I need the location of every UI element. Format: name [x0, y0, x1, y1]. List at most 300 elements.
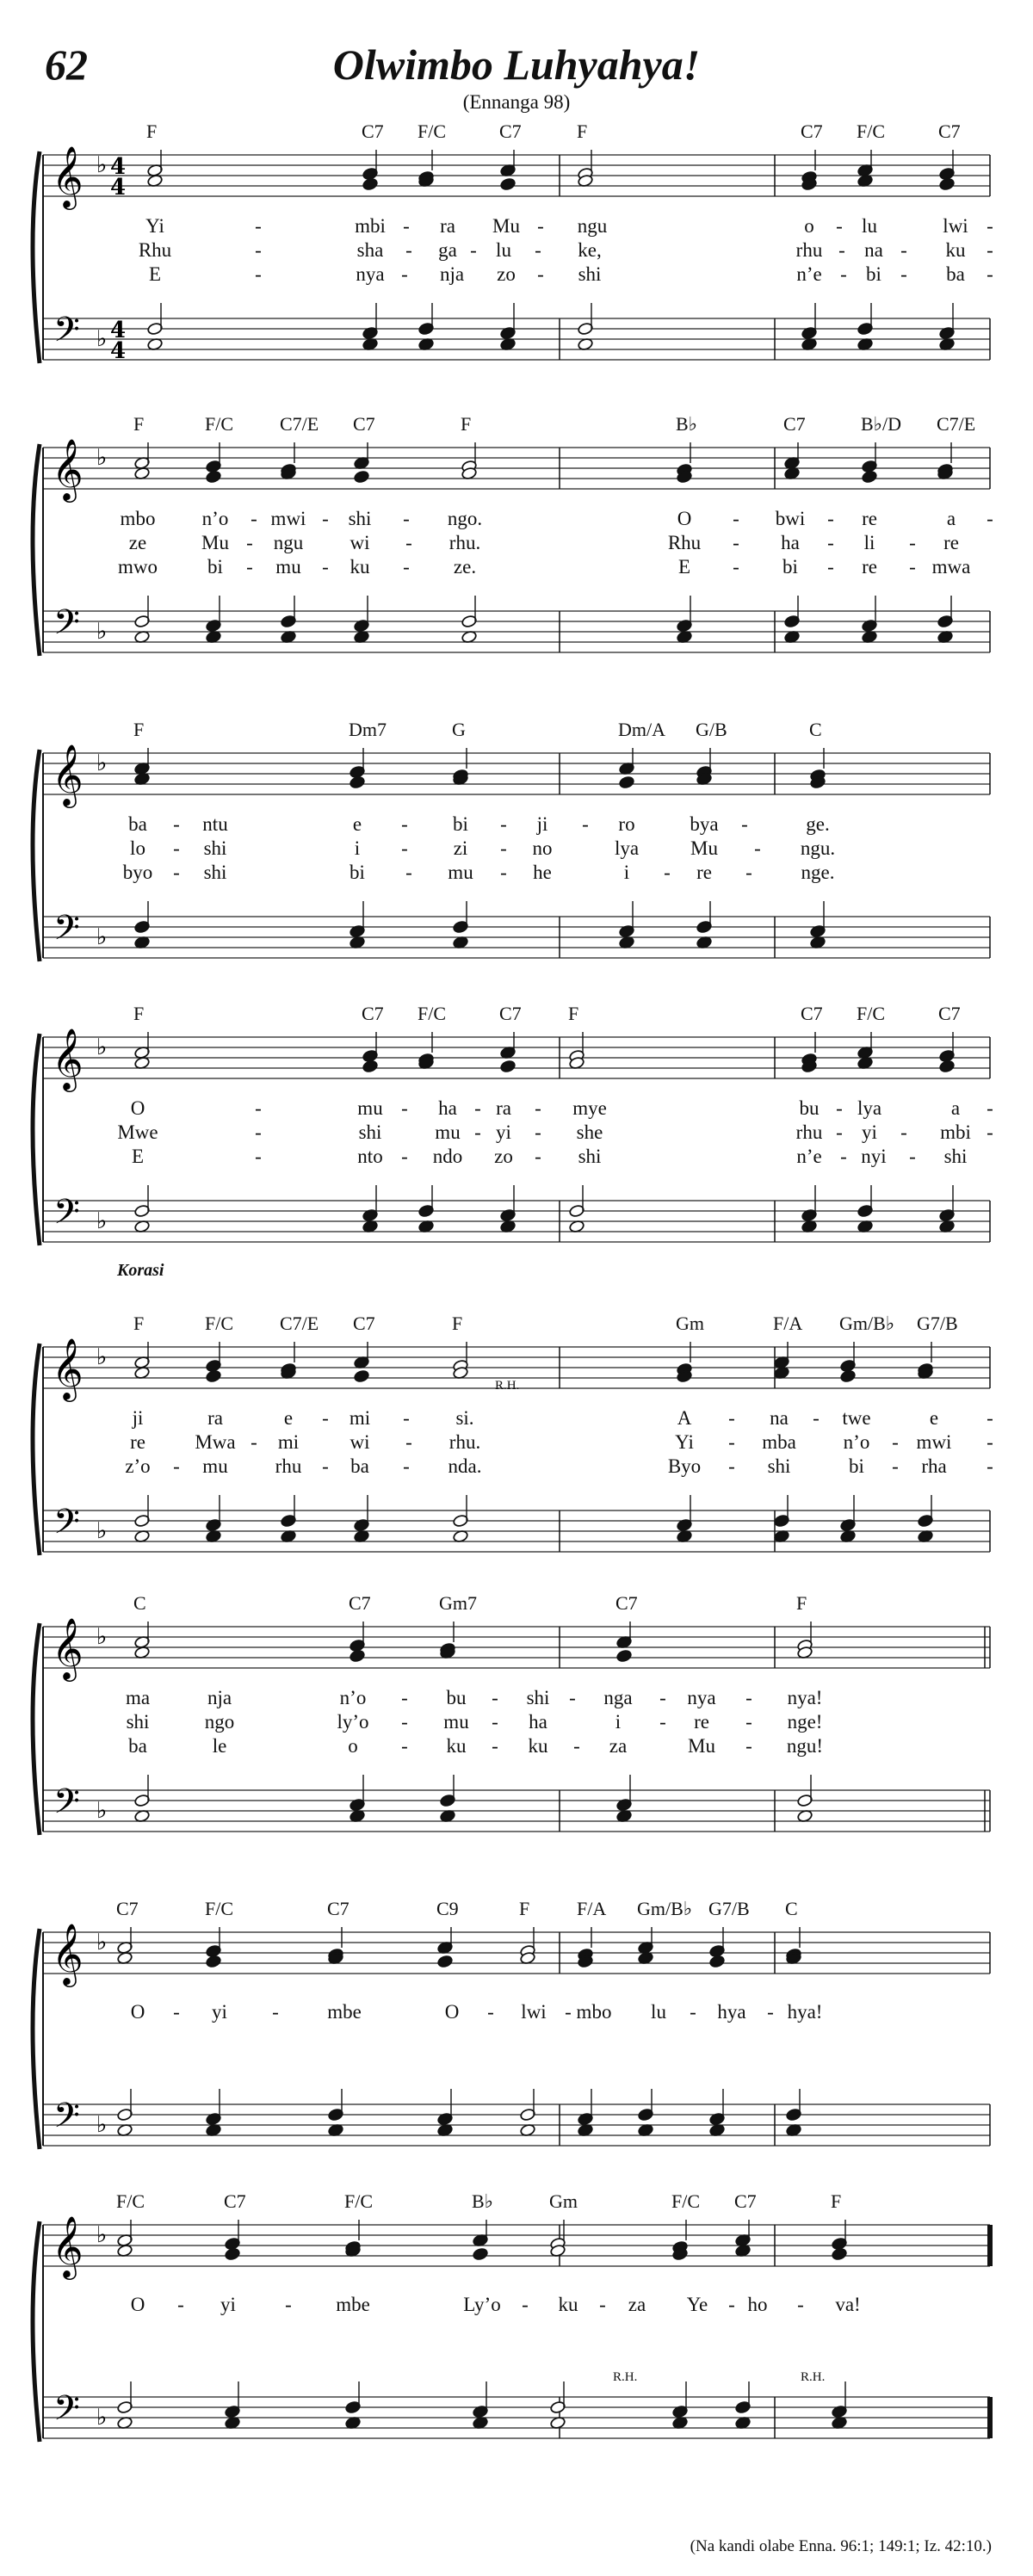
chord-symbol: C [133, 1592, 146, 1614]
lyric-syllable: - [813, 1407, 820, 1429]
lyric-syllable: - [255, 263, 262, 285]
svg-text:♭: ♭ [96, 2222, 108, 2248]
lyric-syllable: - [173, 1455, 180, 1477]
lyric-syllable: - [836, 1097, 843, 1119]
lyric-syllable: no [532, 837, 553, 859]
chord-symbol: C7 [499, 1003, 522, 1024]
lyric-syllable: - [535, 1146, 541, 1167]
lyric-syllable: - [405, 239, 412, 261]
lyric-syllable: yi [212, 2001, 227, 2023]
lyric-syllable: nja [207, 1687, 232, 1708]
chord-symbol: F [461, 413, 472, 435]
lyric-syllable: sha [356, 239, 384, 261]
lyric-syllable: ra [207, 1407, 223, 1429]
lyric-syllable: - [827, 508, 834, 529]
chord-symbol: C7 [362, 120, 384, 142]
lyric-syllable: ze. [453, 556, 477, 578]
lyric-syllable: - [535, 1121, 541, 1143]
chord-symbol: C7 [353, 1313, 375, 1334]
lyric-syllable: - [500, 813, 507, 835]
lyric-syllable: shi [526, 1687, 550, 1708]
lyric-syllable: mbi [940, 1121, 971, 1143]
lyric-syllable: ge. [806, 813, 830, 835]
chord-symbol: F/C [418, 120, 447, 142]
lyric-syllable: - [405, 1431, 412, 1453]
chord-symbol: C7 [349, 1592, 371, 1614]
lyric-syllable: ji [536, 813, 548, 835]
lyric-syllable: - [659, 1687, 666, 1708]
chord-symbol: F/C [857, 1003, 886, 1024]
lyric-syllable: mu [448, 862, 473, 883]
chord-symbol: C7 [615, 1592, 638, 1614]
lyric-syllable: - [246, 532, 253, 553]
lyric-syllable: - [492, 1687, 498, 1708]
lyric-syllable: - [745, 1711, 752, 1733]
lyric-syllable: - [892, 1431, 899, 1453]
chord-symbol: C7 [938, 120, 961, 142]
lyric-syllable: wi [349, 532, 370, 553]
lyric-verse-2 [0, 837, 1033, 862]
lyric-syllable: re [862, 508, 877, 529]
lyric-verse-1 [0, 508, 1033, 532]
lyric-syllable: - [741, 813, 748, 835]
svg-text:𝄞: 𝄞 [52, 1922, 84, 1985]
lyric-syllable: na [770, 1407, 789, 1429]
lyric-syllable: ndo [432, 1146, 463, 1167]
svg-text:♭: ♭ [96, 1518, 108, 1544]
chord-symbol: F [831, 2190, 842, 2212]
svg-text:♭: ♭ [96, 326, 108, 352]
lyric-syllable: ze [128, 532, 147, 553]
lyric-syllable: n’o [339, 1687, 367, 1708]
lyric-syllable: - [900, 239, 907, 261]
lyric-syllable: - [987, 239, 993, 261]
lyric-syllable: - [827, 532, 834, 553]
lyric-syllable: - [909, 556, 916, 578]
lyric-syllable: - [900, 1121, 907, 1143]
lyric-verse-1 [0, 2001, 1033, 2025]
lyric-syllable: e [283, 1407, 294, 1429]
lyric-syllable: ba [946, 263, 965, 285]
chord-symbol: Gm [676, 1313, 704, 1334]
lyric-syllable: - [401, 1097, 408, 1119]
lyric-syllable: - [255, 1146, 262, 1167]
svg-text:♭: ♭ [96, 1344, 108, 1370]
lyric-syllable: bi [866, 263, 881, 285]
chord-symbol: F [796, 1592, 807, 1614]
svg-text:𝄢: 𝄢 [53, 1782, 80, 1830]
lyric-syllable: shi [203, 837, 227, 859]
music-system [0, 120, 1033, 405]
lyric-syllable: - [909, 1146, 916, 1167]
lyric-syllable: ji [132, 1407, 144, 1429]
music-system [0, 2190, 1033, 2474]
svg-text:𝄢: 𝄢 [53, 1502, 80, 1550]
svg-text:4: 4 [110, 154, 127, 180]
lyric-syllable: Mu [201, 532, 229, 553]
lyric-syllable: byo [122, 862, 153, 883]
lyric-syllable: - [403, 1455, 410, 1477]
svg-text:♭: ♭ [96, 619, 108, 645]
lyric-syllable: - [987, 1407, 993, 1429]
lyric-syllable: - [403, 1407, 410, 1429]
lyric-syllable: nya! [787, 1687, 823, 1708]
lyric-syllable: Mu [688, 1735, 715, 1757]
lyric-syllable: - [322, 1455, 329, 1477]
hymn-subtitle: (Ennanga 98) [462, 91, 571, 113]
lyric-syllable: bi [207, 556, 223, 578]
lyric-syllable: - [401, 813, 408, 835]
lyric-syllable: - [401, 1711, 408, 1733]
lyric-syllable: - [745, 862, 752, 883]
svg-text:♭: ♭ [96, 1208, 108, 1234]
chord-symbol: C7 [938, 1003, 961, 1024]
lyric-syllable: ba [128, 1735, 147, 1757]
chord-symbol: B♭ [472, 2190, 494, 2212]
lyric-syllable: ly’o [337, 1711, 369, 1733]
lyric-syllable: mwa [931, 556, 971, 578]
lyric-syllable: - [836, 215, 843, 237]
lyric-syllable: - [401, 1687, 408, 1708]
lyric-syllable: - [474, 1121, 481, 1143]
lyric-syllable: ba [350, 1455, 369, 1477]
lyric-syllable: ngu [577, 215, 608, 237]
lyric-syllable: Mu [492, 215, 520, 237]
lyric-syllable: rhu. [448, 1431, 481, 1453]
lyric-verse-3 [0, 556, 1033, 580]
lyric-syllable: mbe [336, 2294, 370, 2315]
lyric-syllable: twe [842, 1407, 871, 1429]
lyric-syllable: bu [446, 1687, 467, 1708]
lyric-syllable: ngo [204, 1711, 235, 1733]
lyric-syllable: e [929, 1407, 939, 1429]
lyric-syllable: he [533, 862, 552, 883]
lyric-syllable: o [804, 215, 814, 237]
svg-text:♭: ♭ [96, 2112, 108, 2138]
lyric-syllable: lu [862, 215, 877, 237]
svg-text:♭: ♭ [96, 2405, 108, 2431]
chord-symbol: Gm/B♭ [637, 1898, 693, 1919]
lyric-syllable: - [728, 1455, 735, 1477]
chord-symbol: C7 [499, 120, 522, 142]
lyric-syllable: ra [440, 215, 455, 237]
lyric-syllable: shi [203, 862, 227, 883]
lyric-syllable: z’o [125, 1455, 151, 1477]
lyric-syllable: - [173, 2001, 180, 2023]
lyric-syllable: e [352, 813, 362, 835]
svg-text:𝄢: 𝄢 [53, 602, 80, 651]
lyric-syllable: ho [747, 2294, 768, 2315]
lyric-syllable: - [255, 239, 262, 261]
staff-graphics [0, 2190, 1033, 2474]
chord-symbol: Gm7 [439, 1592, 477, 1614]
chord-symbol: C7 [801, 1003, 823, 1024]
lyric-syllable: - [177, 2294, 184, 2315]
lyric-syllable: rhu [275, 1455, 302, 1477]
rh-marking: R.H. [613, 2370, 638, 2384]
chord-symbol: C [785, 1898, 798, 1919]
lyric-syllable: shi [767, 1455, 791, 1477]
lyric-syllable: ku [945, 239, 966, 261]
lyric-syllable: - [492, 1711, 498, 1733]
lyric-syllable: nyi [861, 1146, 887, 1167]
lyric-verse-2 [0, 532, 1033, 556]
lyric-syllable: i [623, 862, 630, 883]
lyric-syllable: mwi [270, 508, 306, 529]
lyric-syllable: - [322, 556, 329, 578]
svg-text:𝄢: 𝄢 [53, 2388, 80, 2437]
lyric-syllable: - [728, 1407, 735, 1429]
chorus-label: Korasi [117, 1261, 164, 1280]
lyric-syllable: ma [125, 1687, 151, 1708]
lyric-syllable: Ly’o [463, 2294, 501, 2315]
chord-symbol: Gm/B♭ [839, 1313, 895, 1334]
lyric-syllable: Yi [675, 1431, 694, 1453]
lyric-syllable: - [487, 2001, 494, 2023]
music-system [0, 1313, 1033, 1571]
lyric-syllable: shi [126, 1711, 150, 1733]
lyric-syllable: ngu! [786, 1735, 824, 1757]
lyric-syllable: - [537, 263, 544, 285]
lyric-syllable: a [946, 508, 956, 529]
lyric-syllable: - [522, 2294, 529, 2315]
lyric-syllable: - [401, 837, 408, 859]
lyric-syllable: ngo. [447, 508, 483, 529]
svg-text:♭: ♭ [96, 445, 108, 471]
lyric-syllable: zi [453, 837, 468, 859]
lyric-verse-2 [0, 1711, 1033, 1735]
lyric-syllable: lu [651, 2001, 666, 2023]
lyric-syllable: - [474, 1097, 481, 1119]
lyric-syllable: va! [835, 2294, 861, 2315]
chord-symbol: F/C [344, 2190, 374, 2212]
lyric-syllable: - [405, 862, 412, 883]
lyric-syllable: O [130, 2294, 145, 2315]
svg-text:𝄞: 𝄞 [52, 1616, 84, 1679]
lyric-syllable: ba [128, 813, 147, 835]
lyric-syllable: ro [618, 813, 635, 835]
lyric-syllable: mu [435, 1121, 461, 1143]
lyric-syllable: - [664, 862, 671, 883]
lyric-syllable: - [322, 1407, 329, 1429]
lyric-syllable: - [728, 1431, 735, 1453]
lyric-syllable: bi [782, 556, 798, 578]
lyric-syllable: Byo [667, 1455, 702, 1477]
lyric-syllable: Rhu [667, 532, 702, 553]
lyric-syllable: re [696, 862, 712, 883]
lyric-syllable: - [322, 508, 329, 529]
chord-symbol: C9 [436, 1898, 459, 1919]
lyric-syllable: si. [455, 1407, 474, 1429]
svg-text:𝄞: 𝄞 [52, 2215, 84, 2277]
lyric-syllable: O [677, 508, 692, 529]
chord-symbol: C [809, 719, 822, 740]
rh-marking: R.H. [801, 2370, 826, 2384]
lyric-syllable: Yi [145, 215, 164, 237]
lyric-syllable: - [840, 1146, 847, 1167]
lyric-syllable: - [987, 1097, 993, 1119]
lyric-syllable: - [251, 508, 257, 529]
svg-text:4: 4 [110, 175, 127, 201]
lyric-syllable: li [863, 532, 875, 553]
lyric-syllable: zo [497, 263, 516, 285]
lyric-syllable: mba [762, 1431, 796, 1453]
lyric-syllable: nda. [448, 1455, 482, 1477]
chord-symbol: F [133, 1003, 145, 1024]
svg-text:♭: ♭ [96, 1035, 108, 1060]
lyric-syllable: le [212, 1735, 227, 1757]
lyric-syllable: - [285, 2294, 292, 2315]
lyric-syllable: lya [857, 1097, 882, 1119]
lyric-syllable: a [950, 1097, 961, 1119]
lyric-syllable: - [733, 532, 739, 553]
lyric-syllable: - [987, 1431, 993, 1453]
svg-text:𝄞: 𝄞 [52, 743, 84, 806]
lyric-syllable: ga [438, 239, 457, 261]
lyric-syllable: - [690, 2001, 696, 2023]
lyric-syllable: A [677, 1407, 692, 1429]
lyric-syllable: Mwe [117, 1121, 158, 1143]
svg-text:4: 4 [110, 318, 127, 343]
lyric-syllable: mbo [576, 2001, 612, 2023]
lyric-syllable: o [348, 1735, 358, 1757]
music-system [0, 1898, 1033, 2173]
lyric-verse-1 [0, 1097, 1033, 1121]
lyric-verse-1 [0, 1687, 1033, 1711]
svg-text:𝄞: 𝄞 [52, 437, 84, 500]
chord-symbol: B♭/D [861, 413, 902, 435]
svg-text:♭: ♭ [96, 152, 108, 178]
chord-symbol: F/C [205, 1313, 234, 1334]
lyric-verse-1 [0, 2294, 1033, 2318]
lyric-syllable: - [401, 1146, 408, 1167]
lyric-syllable: - [909, 532, 916, 553]
chord-symbol: C7 [116, 1898, 139, 1919]
lyric-syllable: na [864, 239, 883, 261]
lyric-syllable: za [609, 1735, 628, 1757]
lyric-syllable: za [628, 2294, 646, 2315]
chord-symbol: F [577, 120, 588, 142]
chord-symbol: C7 [734, 2190, 757, 2212]
lyric-verse-2 [0, 1121, 1033, 1146]
lyric-syllable: nge! [787, 1711, 823, 1733]
lyric-syllable: mu [443, 1711, 469, 1733]
lyric-syllable: - [565, 2001, 572, 2023]
chord-symbol: G7/B [917, 1313, 958, 1334]
chord-symbol: F [452, 1313, 463, 1334]
lyric-syllable: yi [220, 2294, 236, 2315]
chord-symbol: C7/E [280, 1313, 319, 1334]
lyric-syllable: mbi [355, 215, 386, 237]
lyric-syllable: shi [348, 508, 372, 529]
lyric-syllable: - [987, 263, 993, 285]
lyric-syllable: - [733, 556, 739, 578]
lyric-syllable: ku [558, 2294, 578, 2315]
lyric-syllable: - [573, 1735, 580, 1757]
lyric-syllable: ke, [578, 239, 602, 261]
lyric-syllable: - [892, 1455, 899, 1477]
svg-text:𝄢: 𝄢 [53, 2096, 80, 2144]
lyric-syllable: hya [717, 2001, 746, 2023]
footnote: (Na kandi olabe Enna. 96:1; 149:1; Iz. 42:10.) [690, 2537, 992, 2555]
svg-text:𝄞: 𝄞 [52, 145, 84, 207]
lyric-syllable: E [677, 556, 691, 578]
chord-symbol: F/C [116, 2190, 145, 2212]
svg-text:𝄢: 𝄢 [53, 1192, 80, 1240]
lyric-syllable: n’e [796, 263, 822, 285]
lyric-syllable: ra [496, 1097, 511, 1119]
lyric-syllable: - [900, 263, 907, 285]
lyric-syllable: rhu. [448, 532, 481, 553]
lyric-syllable: - [500, 862, 507, 883]
lyric-syllable: zo [494, 1146, 513, 1167]
lyric-syllable: mu [357, 1097, 383, 1119]
lyric-syllable: - [728, 2294, 735, 2315]
lyric-syllable: - [535, 239, 541, 261]
chord-symbol: Dm/A [618, 719, 665, 740]
lyric-syllable: shi [578, 263, 602, 285]
svg-text:𝄞: 𝄞 [52, 1337, 84, 1399]
lyric-syllable: - [173, 862, 180, 883]
lyric-syllable: nga [603, 1687, 633, 1708]
lyric-syllable: - [599, 2294, 606, 2315]
lyric-syllable: re [943, 532, 959, 553]
chord-symbol: C7 [801, 120, 823, 142]
chord-symbol: C7/E [937, 413, 976, 435]
lyric-syllable: ha [438, 1097, 457, 1119]
lyric-syllable: Mu [690, 837, 718, 859]
lyric-syllable: - [492, 1735, 498, 1757]
chord-symbol: F/C [418, 1003, 447, 1024]
lyric-syllable: bi [349, 862, 365, 883]
lyric-syllable: lya [614, 837, 640, 859]
lyric-syllable: yi [862, 1121, 877, 1143]
lyric-syllable: mwi [916, 1431, 952, 1453]
lyric-syllable: - [403, 508, 410, 529]
lyric-syllable: hya! [787, 2001, 823, 2023]
lyric-syllable: i [615, 1711, 622, 1733]
lyric-syllable: bi [849, 1455, 864, 1477]
lyric-syllable: - [840, 263, 847, 285]
lyric-syllable: - [173, 837, 180, 859]
lyric-syllable: n’o [201, 508, 229, 529]
chord-symbol: F [519, 1898, 530, 1919]
lyric-syllable: n’o [843, 1431, 870, 1453]
lyric-syllable: - [255, 1097, 262, 1119]
chord-symbol: C7 [224, 2190, 246, 2212]
lyric-syllable: Mwa [195, 1431, 236, 1453]
lyric-verse-3 [0, 1455, 1033, 1480]
lyric-syllable: nja [439, 263, 465, 285]
music-system [0, 719, 1033, 977]
lyric-syllable: - [403, 556, 410, 578]
svg-text:♭: ♭ [96, 924, 108, 950]
lyric-syllable: - [173, 813, 180, 835]
lyric-syllable: nya [356, 263, 385, 285]
lyric-syllable: - [470, 239, 477, 261]
lyric-syllable: re [694, 1711, 709, 1733]
lyric-syllable: - [403, 215, 410, 237]
lyric-syllable: - [255, 215, 262, 237]
lyric-verse-2 [0, 239, 1033, 263]
chord-symbol: Gm [549, 2190, 578, 2212]
lyric-syllable: wi [349, 1431, 370, 1453]
lyric-syllable: ku [528, 1735, 548, 1757]
lyric-verse-2 [0, 1431, 1033, 1455]
lyric-syllable: shi [578, 1146, 602, 1167]
chord-symbol: F/C [205, 413, 234, 435]
lyric-syllable: - [246, 556, 253, 578]
